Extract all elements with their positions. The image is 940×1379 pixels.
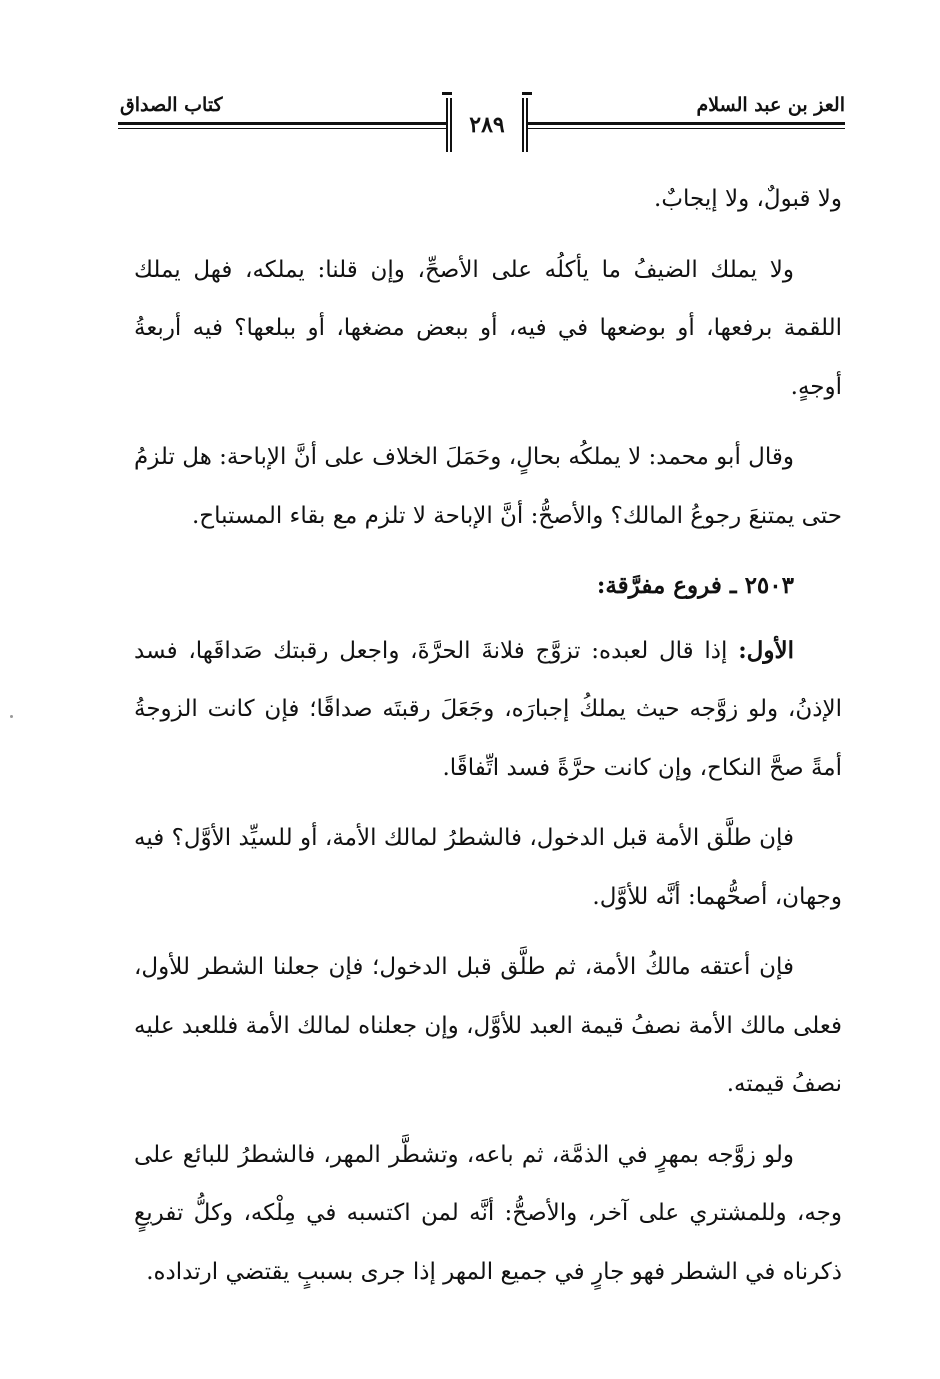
paragraph-6: فإن أعتقه مالكُ الأمة، ثم طلَّق قبل الدخول؛ فإن جعلنا الشطر للأول، فعلى مالك الأمة نصفُ قيمة العبد للأوَّل، وإن جعلناه لمالك الأمة فللعبد عليه نصفُ قيمته. [134,954,842,1097]
paragraph-7: ولو زوَّجه بمهرٍ في الذمَّة، ثم باعه، وتشطَّر المهر، فالشطرُ للبائع على وجه، وللمشتري على آخر، والأصحُّ: أنَّه لمن اكتسبه في مِلْكه، وكلُّ تفريعٍ ذكرناه في الشطر فهو جارٍ في جميع المهر إذا جرى بسببٍ يقتضي ارتداده. [134,1141,842,1285]
section-heading: ٢٥٠٣ ـ فروع مفرَّقة: [596,572,794,599]
paragraph-1: ولا قبولٌ، ولا إيجابٌ. [654,186,842,212]
page-number: ٢٨٩ [469,112,505,138]
author-title: العز بن عبد السلام [696,94,845,116]
paragraph-3: وقال أبو محمد: لا يملكُه بحالٍ، وحَمَلَ الخلاف على أنَّ الإباحة: هل تلزمُ حتى يمتنعَ رجوعُ المالك؟ والأصحُّ: أنَّ الإباحة لا تلزم مع بقاء المستباح. [134,444,842,529]
running-header [118,92,845,156]
scan-speck [10,715,13,718]
paragraph-first-branch [134,622,842,798]
page-body [134,170,842,1313]
paragraph-lead: الأول: [738,636,795,664]
paragraph-first-branch-text: إذا قال لعبده: تزوَّج فلانةَ الحرَّةَ، واجعل رقبتك صَداقَها، فسد الإذنُ، ولو زوَّجه حيث يملكُ إجبارَه، وجَعَلَ رقبتَه صداقًا؛ فإن كانت الزوجةُ أمةً صحَّ النكاح، وإن كانت حرَّةً فسد اتِّفاقًا. [134,637,842,781]
page-number-frame [446,98,528,152]
chapter-title: كتاب الصداق [120,94,223,116]
paragraph-2: ولا يملك الضيفُ ما يأكلُه على الأصحِّ، وإن قلنا: يملكه، فهل يملك اللقمة برفعها، أو بوضعها في فيه، أو ببعض مضغها، أو ببلعها؟ فيه أربعةُ أوجهٍ. [134,256,842,400]
paragraph-5: فإن طلَّق الأمة قبل الدخول، فالشطرُ لمالك الأمة، أو للسيِّد الأوَّل؟ فيه وجهان، أصحُّهما: أنَّه للأوَّل. [134,825,842,910]
